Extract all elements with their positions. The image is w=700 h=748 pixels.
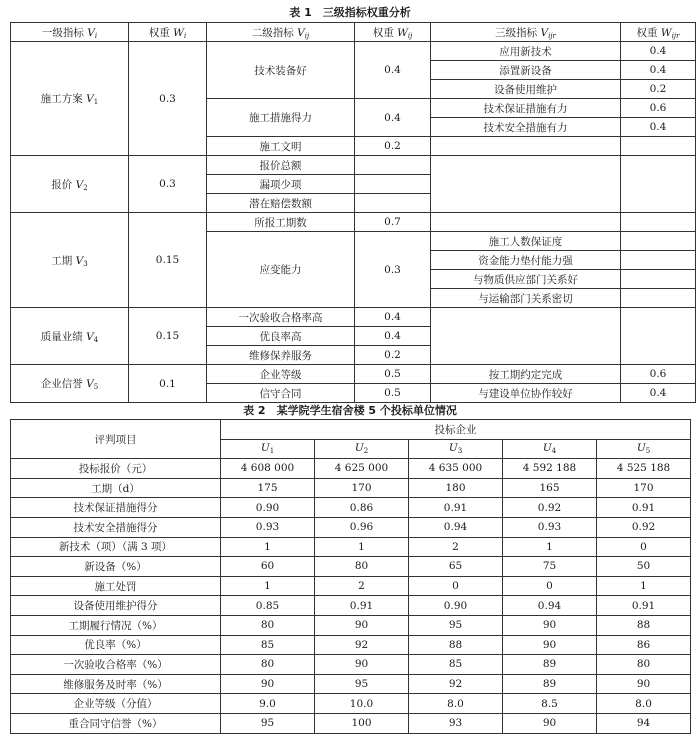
weight-analysis-table xyxy=(10,22,696,403)
level2-indicator: 维修保养服务 xyxy=(207,346,355,365)
level2-weight xyxy=(355,156,431,175)
cell-value: 0.94 xyxy=(503,596,597,616)
level2-indicator: 报价总额 xyxy=(207,156,355,175)
table-row xyxy=(11,498,691,518)
cell-value: 1 xyxy=(221,576,315,596)
cell-value: 0 xyxy=(409,576,503,596)
level2-indicator: 信守合同 xyxy=(207,384,355,403)
cell-value: 0.85 xyxy=(221,596,315,616)
cell-value: 80 xyxy=(315,557,409,577)
level3-indicator: 添置新设备 xyxy=(431,61,621,80)
cell-value: 2 xyxy=(409,537,503,557)
header-level1-indicator: 一级指标 $V_i$ xyxy=(11,23,129,42)
level3-empty xyxy=(621,213,696,232)
level2-indicator: 一次验收合格率高 xyxy=(207,308,355,327)
level2-indicator: 潜在赔偿数额 xyxy=(207,194,355,213)
level3-empty xyxy=(431,137,621,156)
cell-value: 165 xyxy=(503,478,597,498)
cell-value: 1 xyxy=(315,537,409,557)
cell-value: 9.0 xyxy=(221,694,315,714)
row-label: 投标报价（元） xyxy=(11,459,221,479)
cell-value: 90 xyxy=(315,615,409,635)
cell-value: 4 625 000 xyxy=(315,459,409,479)
cell-value: 60 xyxy=(221,557,315,577)
level3-indicator: 应用新技术 xyxy=(431,42,621,61)
level1-indicator: 企业信誉 $V_5$ xyxy=(11,365,129,403)
table-row xyxy=(11,694,691,714)
table-row xyxy=(11,156,696,175)
level3-weight: 0.4 xyxy=(621,384,696,403)
table-row xyxy=(11,557,691,577)
table-row xyxy=(11,537,691,557)
table-row xyxy=(11,655,691,675)
table-row xyxy=(11,615,691,635)
cell-value: 90 xyxy=(503,713,597,733)
table-row xyxy=(11,213,696,232)
row-label: 工期履行情况（%） xyxy=(11,615,221,635)
level2-indicator: 应变能力 xyxy=(207,232,355,308)
level2-weight: 0.2 xyxy=(355,346,431,365)
cell-value: 90 xyxy=(221,674,315,694)
cell-value: 86 xyxy=(597,635,691,655)
table-row xyxy=(11,635,691,655)
cell-value: 85 xyxy=(221,635,315,655)
table-row xyxy=(11,308,696,327)
level2-weight: 0.5 xyxy=(355,365,431,384)
level1-indicator: 施工方案 $V_1$ xyxy=(11,42,129,156)
cell-value: 100 xyxy=(315,713,409,733)
cell-value: 4 635 000 xyxy=(409,459,503,479)
level2-weight: 0.2 xyxy=(355,137,431,156)
cell-value: 0 xyxy=(597,537,691,557)
cell-value: 95 xyxy=(221,713,315,733)
level3-weight: 0.6 xyxy=(621,99,696,118)
cell-value: 4 592 188 xyxy=(503,459,597,479)
table-row xyxy=(11,478,691,498)
level2-weight: 0.3 xyxy=(355,232,431,308)
level3-weight: 0.4 xyxy=(621,118,696,137)
cell-value: 170 xyxy=(315,478,409,498)
level1-weight: 0.1 xyxy=(129,365,207,403)
header-company: $U_2$ xyxy=(315,439,409,459)
level3-weight: 0.4 xyxy=(621,61,696,80)
row-label: 一次验收合格率（%） xyxy=(11,655,221,675)
row-label: 新技术（项）（满 3 项） xyxy=(11,537,221,557)
header-bidding-companies: 投标企业 xyxy=(221,420,691,440)
level3-indicator: 资金能力垫付能力强 xyxy=(431,251,621,270)
level1-indicator: 质量业绩 $V_4$ xyxy=(11,308,129,365)
table-row xyxy=(11,42,696,61)
cell-value: 80 xyxy=(597,655,691,675)
level3-indicator: 设备使用维护 xyxy=(431,80,621,99)
header-evaluation-item: 评判项目 xyxy=(11,420,221,459)
level2-indicator: 优良率高 xyxy=(207,327,355,346)
cell-value: 4 525 188 xyxy=(597,459,691,479)
cell-value: 90 xyxy=(315,655,409,675)
cell-value: 90 xyxy=(503,615,597,635)
bidder-comparison-table xyxy=(10,419,691,734)
level2-weight: 0.7 xyxy=(355,213,431,232)
level3-indicator: 与运输部门关系密切 xyxy=(431,289,621,308)
row-label: 维修服务及时率（%） xyxy=(11,674,221,694)
row-label: 企业等级（分值） xyxy=(11,694,221,714)
level2-indicator: 漏项少项 xyxy=(207,175,355,194)
level2-indicator: 所报工期数 xyxy=(207,213,355,232)
cell-value: 0.90 xyxy=(221,498,315,518)
table1-caption: 表 1 三级指标权重分析 xyxy=(289,6,411,19)
cell-value: 0.91 xyxy=(315,596,409,616)
cell-value: 0.92 xyxy=(503,498,597,518)
level1-indicator: 工期 $V_3$ xyxy=(11,213,129,308)
cell-value: 0.86 xyxy=(315,498,409,518)
table-row xyxy=(11,674,691,694)
level3-empty xyxy=(621,308,696,365)
level3-weight xyxy=(621,270,696,289)
table-row xyxy=(11,713,691,733)
table2-header-row xyxy=(11,420,691,440)
row-label: 技术安全措施得分 xyxy=(11,517,221,537)
cell-value: 0.91 xyxy=(409,498,503,518)
table-row xyxy=(11,459,691,479)
cell-value: 95 xyxy=(409,615,503,635)
cell-value: 8.0 xyxy=(597,694,691,714)
level3-empty xyxy=(621,137,696,156)
level1-weight: 0.15 xyxy=(129,308,207,365)
level2-indicator: 施工文明 xyxy=(207,137,355,156)
level3-indicator: 按工期约定完成 xyxy=(431,365,621,384)
cell-value: 8.0 xyxy=(409,694,503,714)
cell-value: 8.5 xyxy=(503,694,597,714)
row-label: 工期（d） xyxy=(11,478,221,498)
cell-value: 92 xyxy=(315,635,409,655)
level3-weight xyxy=(621,232,696,251)
table1-header-row xyxy=(11,23,696,42)
table-row xyxy=(11,596,691,616)
row-label: 新设备（%） xyxy=(11,557,221,577)
cell-value: 90 xyxy=(597,674,691,694)
level1-indicator: 报价 $V_2$ xyxy=(11,156,129,213)
header-level2-indicator: 二级指标 $V_{ij}$ xyxy=(207,23,355,42)
header-level3-weight: 权重 $W_{ijr}$ xyxy=(621,23,696,42)
cell-value: 89 xyxy=(503,655,597,675)
level3-weight: 0.6 xyxy=(621,365,696,384)
level3-weight: 0.4 xyxy=(621,42,696,61)
cell-value: 0.93 xyxy=(221,517,315,537)
table-row xyxy=(11,365,696,384)
level1-weight: 0.15 xyxy=(129,213,207,308)
cell-value: 0.91 xyxy=(597,498,691,518)
level1-weight: 0.3 xyxy=(129,42,207,156)
cell-value: 170 xyxy=(597,478,691,498)
table2-caption: 表 2 某学院学生宿舍楼 5 个投标单位情况 xyxy=(243,404,457,417)
cell-value: 175 xyxy=(221,478,315,498)
level2-weight: 0.5 xyxy=(355,384,431,403)
header-level3-indicator: 三级指标 $V_{ijr}$ xyxy=(431,23,621,42)
cell-value: 0.93 xyxy=(503,517,597,537)
cell-value: 93 xyxy=(409,713,503,733)
cell-value: 0.94 xyxy=(409,517,503,537)
cell-value: 180 xyxy=(409,478,503,498)
level2-indicator: 施工措施得力 xyxy=(207,99,355,137)
cell-value: 88 xyxy=(597,615,691,635)
level3-weight: 0.2 xyxy=(621,80,696,99)
cell-value: 94 xyxy=(597,713,691,733)
level1-weight: 0.3 xyxy=(129,156,207,213)
level2-weight: 0.4 xyxy=(355,99,431,137)
level3-indicator: 技术安全措施有力 xyxy=(431,118,621,137)
table-row xyxy=(11,576,691,596)
cell-value: 80 xyxy=(221,615,315,635)
level2-weight: 0.4 xyxy=(355,42,431,99)
cell-value: 88 xyxy=(409,635,503,655)
cell-value: 0 xyxy=(503,576,597,596)
header-company: $U_3$ xyxy=(409,439,503,459)
cell-value: 50 xyxy=(597,557,691,577)
header-company: $U_4$ xyxy=(503,439,597,459)
row-label: 优良率（%） xyxy=(11,635,221,655)
cell-value: 0.92 xyxy=(597,517,691,537)
level3-indicator: 施工人数保证度 xyxy=(431,232,621,251)
cell-value: 85 xyxy=(409,655,503,675)
row-label: 施工处罚 xyxy=(11,576,221,596)
level2-weight xyxy=(355,194,431,213)
level3-empty xyxy=(431,213,621,232)
cell-value: 75 xyxy=(503,557,597,577)
header-level1-weight: 权重 $W_i$ xyxy=(129,23,207,42)
level3-indicator: 技术保证措施有力 xyxy=(431,99,621,118)
row-label: 设备使用维护得分 xyxy=(11,596,221,616)
cell-value: 1 xyxy=(221,537,315,557)
level3-empty xyxy=(621,156,696,213)
cell-value: 65 xyxy=(409,557,503,577)
level2-indicator: 企业等级 xyxy=(207,365,355,384)
cell-value: 90 xyxy=(503,635,597,655)
level3-empty xyxy=(431,308,621,365)
header-company: $U_5$ xyxy=(597,439,691,459)
row-label: 重合同守信誉（%） xyxy=(11,713,221,733)
cell-value: 92 xyxy=(409,674,503,694)
level2-weight: 0.4 xyxy=(355,308,431,327)
level3-indicator: 与建设单位协作较好 xyxy=(431,384,621,403)
row-label: 技术保证措施得分 xyxy=(11,498,221,518)
cell-value: 0.90 xyxy=(409,596,503,616)
header-level2-weight: 权重 $W_{ij}$ xyxy=(355,23,431,42)
cell-value: 0.91 xyxy=(597,596,691,616)
cell-value: 95 xyxy=(315,674,409,694)
level3-weight xyxy=(621,289,696,308)
cell-value: 1 xyxy=(597,576,691,596)
cell-value: 4 608 000 xyxy=(221,459,315,479)
level3-indicator: 与物质供应部门关系好 xyxy=(431,270,621,289)
cell-value: 89 xyxy=(503,674,597,694)
level2-weight xyxy=(355,175,431,194)
cell-value: 10.0 xyxy=(315,694,409,714)
cell-value: 1 xyxy=(503,537,597,557)
level2-indicator: 技术装备好 xyxy=(207,42,355,99)
cell-value: 2 xyxy=(315,576,409,596)
cell-value: 80 xyxy=(221,655,315,675)
cell-value: 0.96 xyxy=(315,517,409,537)
table-row xyxy=(11,517,691,537)
level2-weight: 0.4 xyxy=(355,327,431,346)
level3-weight xyxy=(621,251,696,270)
level3-empty xyxy=(431,156,621,213)
header-company: $U_1$ xyxy=(221,439,315,459)
